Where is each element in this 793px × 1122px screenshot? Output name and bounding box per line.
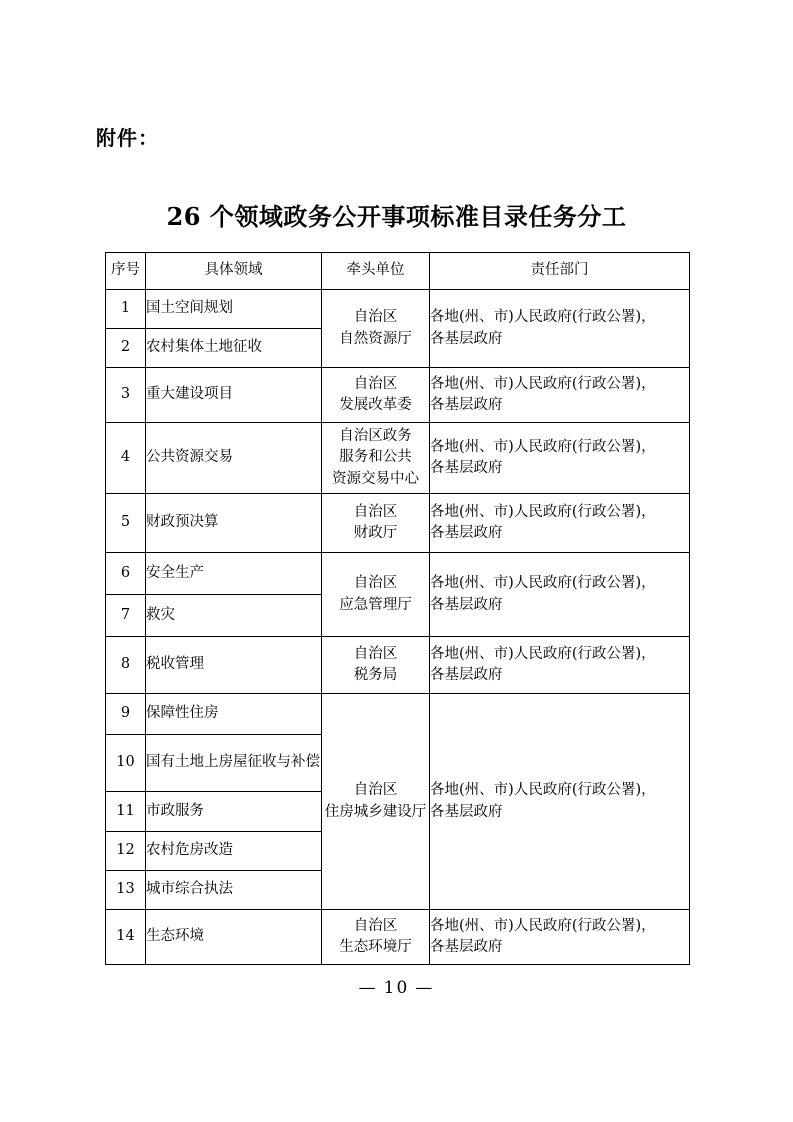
cell-field: 救灾: [146, 595, 322, 637]
table-row: [106, 290, 690, 329]
column-header-field: 具体领域: [146, 253, 322, 290]
cell-no: 5: [106, 494, 146, 553]
table-row: [106, 637, 690, 694]
cell-no: 14: [106, 910, 146, 965]
cell-no: 10: [106, 735, 146, 792]
cell-resp: 各地(州、市)人民政府(行政公署)， 各基层政府: [430, 368, 690, 423]
cell-lead: 自治区 应急管理厅: [322, 553, 430, 637]
cell-resp: 各地(州、市)人民政府(行政公署)， 各基层政府: [430, 553, 690, 637]
cell-no: 7: [106, 595, 146, 637]
cell-no: 13: [106, 871, 146, 910]
cell-field: 国有土地上房屋征收与补偿: [146, 735, 322, 792]
cell-resp: 各地(州、市)人民政府(行政公署)， 各基层政府: [430, 910, 690, 965]
cell-no: 6: [106, 553, 146, 595]
cell-no: 12: [106, 832, 146, 871]
cell-resp: 各地(州、市)人民政府(行政公署)， 各基层政府: [430, 423, 690, 494]
column-header-no: 序号: [106, 253, 146, 290]
table-row: [106, 423, 690, 494]
cell-no: 8: [106, 637, 146, 694]
cell-no: 11: [106, 792, 146, 832]
cell-lead: 自治区 发展改革委: [322, 368, 430, 423]
footer-dash-right: —: [415, 978, 435, 998]
cell-field: 农村集体土地征收: [146, 329, 322, 368]
column-header-lead: 牵头单位: [322, 253, 430, 290]
cell-lead: 自治区 财政厅: [322, 494, 430, 553]
cell-lead: 自治区 税务局: [322, 637, 430, 694]
cell-no: 1: [106, 290, 146, 329]
page-footer: [0, 978, 793, 998]
cell-lead: 自治区 自然资源厅: [322, 290, 430, 368]
cell-resp: 各地(州、市)人民政府(行政公署)， 各基层政府: [430, 694, 690, 910]
cell-no: 4: [106, 423, 146, 494]
cell-lead: 自治区政务 服务和公共 资源交易中心: [322, 423, 430, 494]
cell-field: 城市综合执法: [146, 871, 322, 910]
task-assignment-table: [105, 252, 690, 965]
cell-lead: 自治区 住房城乡建设厅: [322, 694, 430, 910]
table-row: [106, 553, 690, 595]
table-header-row: [106, 253, 690, 290]
cell-field: 税收管理: [146, 637, 322, 694]
cell-field: 市政服务: [146, 792, 322, 832]
table-row: [106, 368, 690, 423]
attachment-label: 附件：: [96, 126, 159, 150]
cell-no: 9: [106, 694, 146, 735]
cell-resp: 各地(州、市)人民政府(行政公署)， 各基层政府: [430, 290, 690, 368]
table-row: [106, 910, 690, 965]
footer-page-number: 10: [383, 978, 410, 998]
cell-no: 2: [106, 329, 146, 368]
cell-field: 国土空间规划: [146, 290, 322, 329]
cell-no: 3: [106, 368, 146, 423]
cell-field: 公共资源交易: [146, 423, 322, 494]
cell-lead: 自治区 生态环境厅: [322, 910, 430, 965]
cell-resp: 各地(州、市)人民政府(行政公署)， 各基层政府: [430, 637, 690, 694]
page-title: 26 个领域政务公开事项标准目录任务分工: [166, 202, 627, 231]
task-assignment-table-wrapper: [105, 252, 689, 965]
cell-field: 安全生产: [146, 553, 322, 595]
column-header-resp: 责任部门: [430, 253, 690, 290]
table-row: [106, 694, 690, 735]
cell-field: 重大建设项目: [146, 368, 322, 423]
cell-field: 生态环境: [146, 910, 322, 965]
cell-field: 农村危房改造: [146, 832, 322, 871]
table-row: [106, 494, 690, 553]
cell-field: 保障性住房: [146, 694, 322, 735]
cell-field: 财政预决算: [146, 494, 322, 553]
cell-resp: 各地(州、市)人民政府(行政公署)， 各基层政府: [430, 494, 690, 553]
footer-dash-left: —: [358, 978, 378, 998]
